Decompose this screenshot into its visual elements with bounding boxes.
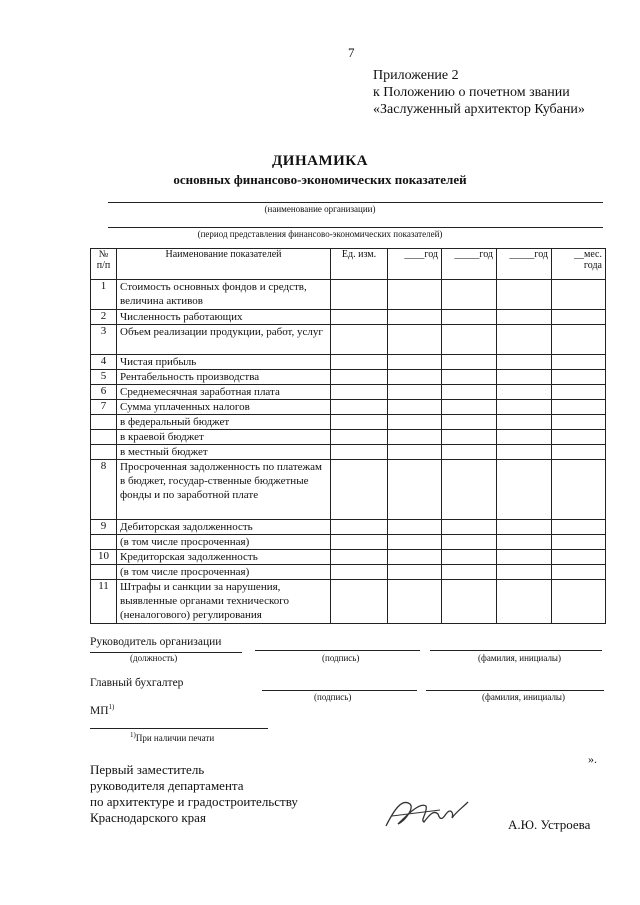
cell-unit — [331, 565, 388, 580]
cell-year-2 — [442, 310, 497, 325]
head-label: Руководитель организации — [90, 636, 222, 648]
row-indicator-name: в федеральный бюджет — [117, 415, 331, 430]
org-name-caption: (наименование организации) — [264, 204, 376, 214]
cell-year-3 — [497, 385, 552, 400]
row-number: 3 — [91, 325, 117, 355]
approver-line-2: руководителя департамента — [90, 778, 244, 793]
cell-year-2 — [442, 385, 497, 400]
table-row — [91, 355, 606, 370]
head-name-line — [430, 650, 602, 651]
position-caption: (должность) — [130, 653, 178, 663]
cell-year-2 — [442, 460, 497, 520]
cell-year-3 — [497, 370, 552, 385]
cell-year-2 — [442, 400, 497, 415]
handwritten-signature — [380, 790, 475, 835]
table-row — [91, 310, 606, 325]
table-row — [91, 400, 606, 415]
header-num: № п/п — [91, 249, 117, 280]
row-indicator-name: Рентабельность производства — [117, 370, 331, 385]
row-number: 6 — [91, 385, 117, 400]
stamp-text: МП — [90, 704, 109, 717]
header-year-1: ____год — [388, 249, 442, 280]
cell-months — [552, 565, 606, 580]
cell-year-3 — [497, 565, 552, 580]
cell-year-3 — [497, 550, 552, 565]
approver-line-4: Краснодарского края — [90, 810, 206, 825]
row-indicator-name: Численность работающих — [117, 310, 331, 325]
row-indicator-name: Кредиторская задолженность — [117, 550, 331, 565]
cell-year-2 — [442, 520, 497, 535]
cell-year-3 — [497, 535, 552, 550]
cell-months — [552, 310, 606, 325]
cell-months — [552, 445, 606, 460]
row-number — [91, 565, 117, 580]
cell-unit — [331, 445, 388, 460]
table-header-row — [91, 249, 606, 280]
cell-year-1 — [388, 310, 442, 325]
cell-year-3 — [497, 460, 552, 520]
period-caption: (период представления финансово-экономических показателей) — [197, 229, 443, 239]
cell-months — [552, 415, 606, 430]
header-name: Наименование показателей — [117, 249, 331, 280]
table-row — [91, 460, 606, 520]
footnote — [130, 731, 214, 743]
approver-line-3: по архитектуре и градостроительству — [90, 794, 298, 809]
appendix-header — [373, 67, 585, 118]
row-number — [91, 535, 117, 550]
row-number — [91, 430, 117, 445]
cell-year-2 — [442, 280, 497, 310]
table-row — [91, 535, 606, 550]
document-subtitle: основных финансово-экономических показателей — [173, 172, 467, 187]
row-indicator-name: в краевой бюджет — [117, 430, 331, 445]
cell-unit — [331, 550, 388, 565]
table-row — [91, 385, 606, 400]
cell-year-1 — [388, 550, 442, 565]
cell-months — [552, 550, 606, 565]
accountant-sign-caption: (подпись) — [314, 692, 352, 702]
cell-year-3 — [497, 325, 552, 355]
footnote-separator — [90, 728, 268, 729]
cell-unit — [331, 460, 388, 520]
table-row — [91, 445, 606, 460]
footnote-text: При наличии печати — [135, 733, 215, 743]
appendix-line-3: «Заслуженный архитектор Кубани» — [373, 102, 585, 117]
table-row — [91, 370, 606, 385]
table-row — [91, 325, 606, 355]
table-row — [91, 520, 606, 535]
cell-year-3 — [497, 445, 552, 460]
cell-unit — [331, 310, 388, 325]
cell-year-2 — [442, 535, 497, 550]
cell-year-1 — [388, 325, 442, 355]
cell-year-3 — [497, 280, 552, 310]
cell-unit — [331, 370, 388, 385]
cell-year-2 — [442, 325, 497, 355]
cell-year-2 — [442, 580, 497, 624]
table-row — [91, 565, 606, 580]
approver-block — [90, 762, 298, 826]
cell-months — [552, 400, 606, 415]
header-months: __мес. года — [552, 249, 606, 280]
cell-year-3 — [497, 415, 552, 430]
row-number — [91, 445, 117, 460]
cell-months — [552, 370, 606, 385]
approver-name: А.Ю. Устроева — [508, 817, 591, 832]
cell-year-3 — [497, 430, 552, 445]
cell-months — [552, 280, 606, 310]
accountant-sign-line — [262, 690, 417, 691]
header-year-3: _____год — [497, 249, 552, 280]
cell-unit — [331, 385, 388, 400]
cell-year-3 — [497, 355, 552, 370]
cell-months — [552, 535, 606, 550]
head-name-caption: (фамилия, инициалы) — [478, 653, 561, 663]
cell-unit — [331, 520, 388, 535]
row-indicator-name: (в том числе просроченная) — [117, 535, 331, 550]
cell-year-1 — [388, 430, 442, 445]
table-row — [91, 580, 606, 624]
row-number: 8 — [91, 460, 117, 520]
cell-year-3 — [497, 400, 552, 415]
appendix-line-1: Приложение 2 — [373, 68, 459, 83]
cell-year-1 — [388, 520, 442, 535]
row-number: 9 — [91, 520, 117, 535]
cell-year-1 — [388, 580, 442, 624]
org-name-line — [108, 202, 603, 203]
cell-months — [552, 520, 606, 535]
cell-year-1 — [388, 370, 442, 385]
cell-year-1 — [388, 355, 442, 370]
indicators-table — [90, 248, 606, 624]
accountant-name-caption: (фамилия, инициалы) — [482, 692, 565, 702]
row-indicator-name: Штрафы и санкции за нарушения, выявленные органами технического (неналогового) регулирования — [117, 580, 331, 624]
row-number: 2 — [91, 310, 117, 325]
cell-year-2 — [442, 550, 497, 565]
row-indicator-name: Среднемесячная заработная плата — [117, 385, 331, 400]
cell-unit — [331, 535, 388, 550]
document-title: ДИНАМИКА — [271, 153, 369, 169]
cell-months — [552, 325, 606, 355]
accountant-label: Главный бухгалтер — [90, 677, 184, 689]
cell-year-1 — [388, 400, 442, 415]
row-number: 7 — [91, 400, 117, 415]
period-line — [108, 227, 603, 228]
row-number: 1 — [91, 280, 117, 310]
cell-year-2 — [442, 370, 497, 385]
row-indicator-name: Просроченная задолженность по платежам в бюджет, государ-ственные бюджетные фонды и по заработной плате — [117, 460, 331, 520]
cell-unit — [331, 280, 388, 310]
accountant-name-line — [426, 690, 604, 691]
row-indicator-name: (в том числе просроченная) — [117, 565, 331, 580]
row-number: 11 — [91, 580, 117, 624]
row-indicator-name: Чистая прибыль — [117, 355, 331, 370]
table-row — [91, 415, 606, 430]
cell-months — [552, 385, 606, 400]
header-unit: Ед. изм. — [331, 249, 388, 280]
cell-year-1 — [388, 385, 442, 400]
head-sign-caption: (подпись) — [322, 653, 360, 663]
cell-year-1 — [388, 445, 442, 460]
cell-unit — [331, 415, 388, 430]
cell-year-1 — [388, 415, 442, 430]
table-row — [91, 550, 606, 565]
cell-year-1 — [388, 460, 442, 520]
cell-year-2 — [442, 430, 497, 445]
cell-year-3 — [497, 310, 552, 325]
row-indicator-name: Дебиторская задолженность — [117, 520, 331, 535]
header-year-2: _____год — [442, 249, 497, 280]
cell-unit — [331, 355, 388, 370]
cell-months — [552, 460, 606, 520]
head-sign-line — [255, 650, 420, 651]
row-number: 10 — [91, 550, 117, 565]
row-number — [91, 415, 117, 430]
row-indicator-name: Объем реализации продукции, работ, услуг — [117, 325, 331, 355]
row-number: 4 — [91, 355, 117, 370]
page-number: 7 — [348, 45, 355, 60]
row-number: 5 — [91, 370, 117, 385]
cell-year-3 — [497, 520, 552, 535]
cell-year-2 — [442, 415, 497, 430]
cell-year-1 — [388, 535, 442, 550]
cell-unit — [331, 430, 388, 445]
closing-quote: ». — [588, 752, 597, 766]
row-indicator-name: Стоимость основных фондов и средств, величина активов — [117, 280, 331, 310]
cell-months — [552, 355, 606, 370]
cell-year-1 — [388, 565, 442, 580]
cell-months — [552, 580, 606, 624]
cell-unit — [331, 400, 388, 415]
cell-year-3 — [497, 580, 552, 624]
stamp-footnote-mark: 1) — [108, 703, 115, 711]
cell-year-2 — [442, 355, 497, 370]
table-body — [91, 280, 606, 624]
stamp-label — [90, 703, 114, 717]
cell-year-1 — [388, 280, 442, 310]
row-indicator-name: Сумма уплаченных налогов — [117, 400, 331, 415]
cell-year-2 — [442, 445, 497, 460]
footnote-mark: 1) — [130, 731, 136, 739]
cell-unit — [331, 325, 388, 355]
appendix-line-2: к Положению о почетном звании — [373, 85, 570, 100]
table-row — [91, 280, 606, 310]
table-row — [91, 430, 606, 445]
row-indicator-name: в местный бюджет — [117, 445, 331, 460]
cell-year-2 — [442, 565, 497, 580]
cell-unit — [331, 580, 388, 624]
approver-line-1: Первый заместитель — [90, 762, 205, 777]
cell-months — [552, 430, 606, 445]
